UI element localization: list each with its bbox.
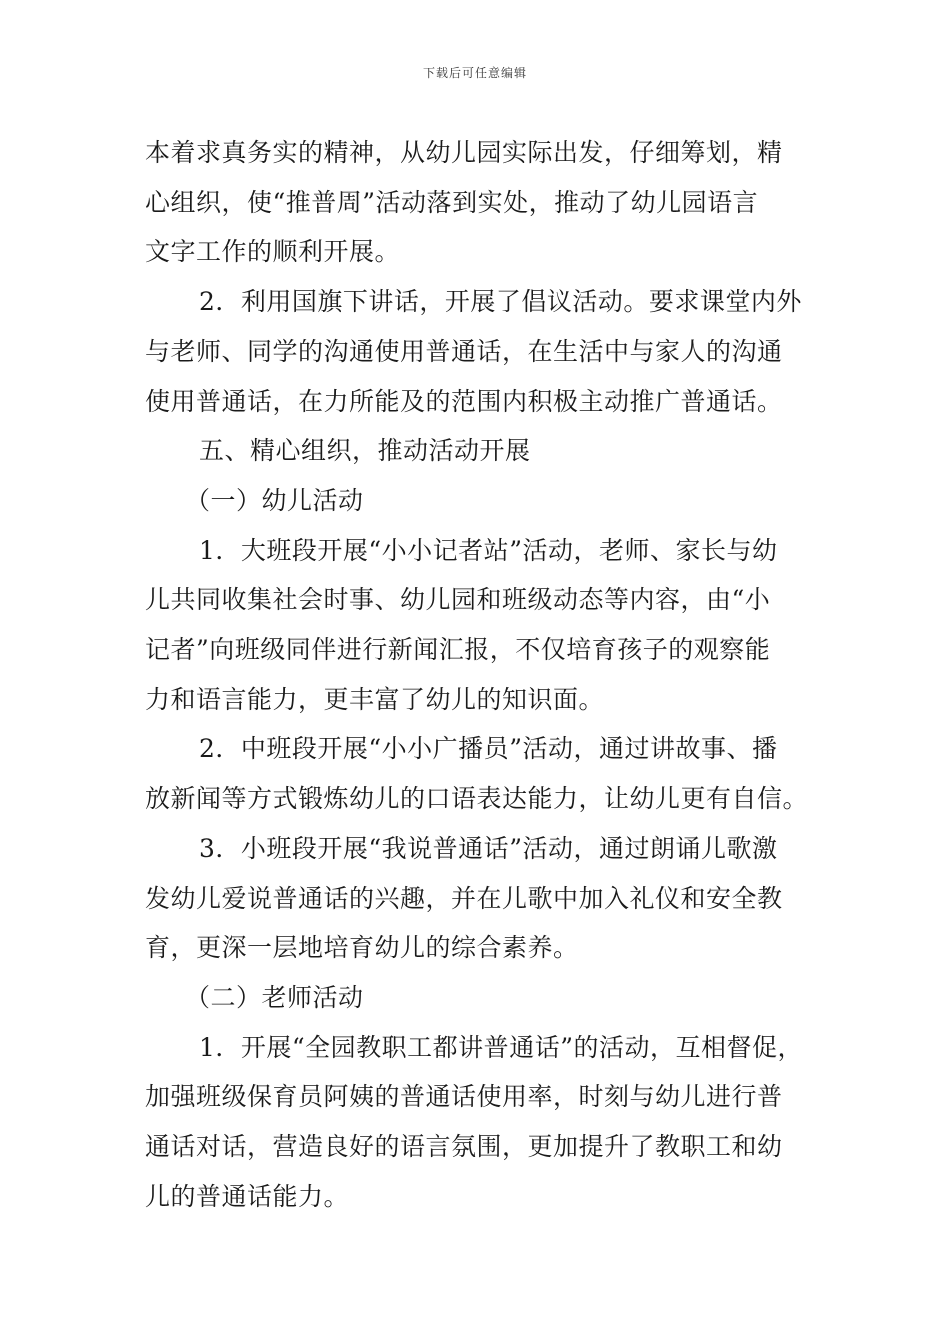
text-line: 记者”向班级同伴进行新闻汇报，不仅培育孩子的观察能 bbox=[145, 635, 771, 665]
text-line: 力和语言能力，更丰富了幼儿的知识面。 bbox=[145, 684, 605, 714]
document-body bbox=[145, 128, 815, 1221]
text-line: 使用普通话，在力所能及的范围内积极主动推广普通话。 bbox=[145, 386, 783, 416]
text-line: 放新闻等方式锻炼幼儿的口语表达能力，让幼儿更有自信。 bbox=[145, 784, 809, 814]
page-header-note: 下载后可任意编辑 bbox=[422, 66, 527, 80]
text-line: 儿共同收集社会时事、幼儿园和班级动态等内容，由“小 bbox=[145, 585, 771, 615]
text-line: 育，更深一层地培育幼儿的综合素养。 bbox=[145, 933, 579, 963]
text-line: 3．小班段开展“我说普通话”活动，通过朗诵儿歌激 bbox=[199, 833, 778, 863]
text-line: 发幼儿爱说普通话的兴趣，并在儿歌中加入礼仪和安全教 bbox=[145, 883, 783, 913]
subsection-heading: （一）幼儿活动 bbox=[185, 485, 364, 515]
text-line: 儿的普通话能力。 bbox=[145, 1181, 350, 1211]
text-line: 通话对话，营造良好的语言氛围，更加提升了教职工和幼 bbox=[145, 1132, 783, 1162]
text-line: 与老师、同学的沟通使用普通话，在生活中与家人的沟通 bbox=[145, 336, 783, 366]
text-line: 1．开展“全园教职工都讲普通话”的活动，互相督促， bbox=[199, 1032, 803, 1062]
text-line: 本着求真务实的精神，从幼儿园实际出发，仔细筹划，精 bbox=[145, 138, 783, 167]
text-line: 2．中班段开展“小小广播员”活动，通过讲故事、播 bbox=[199, 734, 778, 764]
text-line: 1．大班段开展“小小记者站”活动，老师、家长与幼 bbox=[199, 535, 778, 565]
text-line: 心组织，使“推普周”活动落到实处，推动了幼儿园语言 bbox=[145, 187, 759, 217]
text-line: 加强班级保育员阿姨的普通话使用率，时刻与幼儿进行普 bbox=[145, 1082, 783, 1112]
text-line: 2．利用国旗下讲话，开展了倡议活动。要求课堂内外 bbox=[199, 287, 802, 317]
subsection-heading: （二）老师活动 bbox=[185, 982, 364, 1012]
section-heading: 五、精心组织，推动活动开展 bbox=[199, 436, 531, 466]
text-line: 文字工作的顺利开展。 bbox=[145, 237, 401, 267]
